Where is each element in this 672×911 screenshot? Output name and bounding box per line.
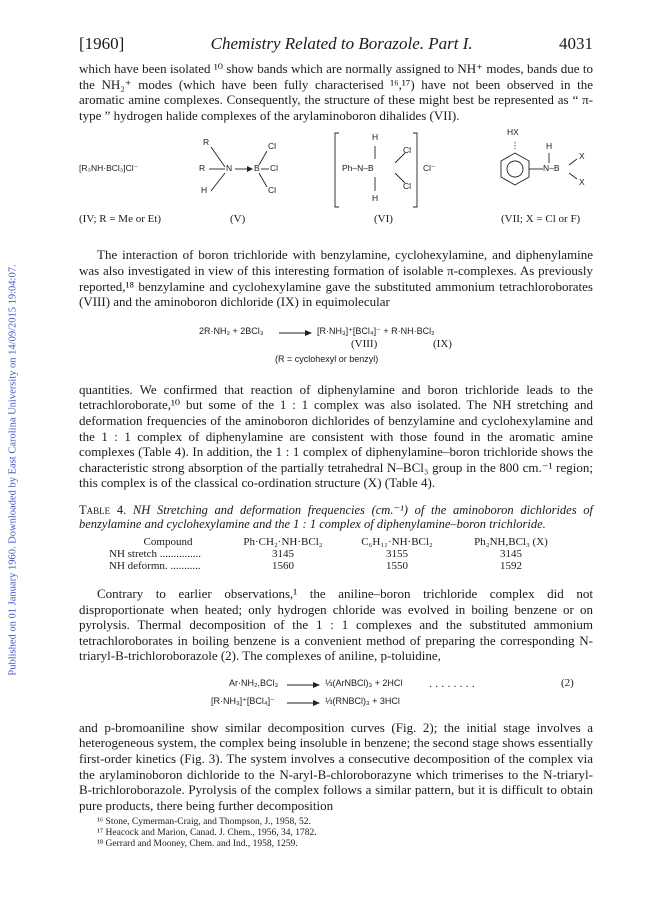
paragraph-2: The interaction of boron trichloride with benzylamine, cyclohexylamine, and diphenylamine was also investigated in view of this interesting formation of isolable π-complexes. As previously reported,¹⁸ benzylamine and cyclohexylamine gave the substituted ammonium tetrachloroborates (VIII) and the aminoboron dichloride (IX) in equimolecular	[79, 247, 593, 310]
equation-1	[79, 316, 593, 372]
table-header-row	[109, 536, 567, 548]
download-watermark	[6, 0, 20, 911]
atom-cl1: Cl	[268, 141, 277, 152]
atom-r2: R	[199, 163, 206, 174]
eq2-line1-lhs: Ar·NH₂,BCl₃	[229, 677, 279, 688]
eq1-lhs: 2R·NH₂ + 2BCl₃	[199, 325, 264, 336]
eq2-line2-rhs: ⅓(RNBCl)₃ + 3HCl	[325, 695, 400, 706]
table-caption-prefix: Table 4.	[79, 502, 127, 517]
arrow-icon	[287, 699, 321, 707]
structure-row	[79, 127, 593, 245]
structure-iv-formula: [R₃NH·BCl₃]Cl⁻	[79, 163, 139, 174]
equation-2	[79, 670, 593, 714]
atom-h: H	[546, 141, 553, 152]
footnote: ¹⁷ Heacock and Marion, Canad. J. Chem., 1956, 34, 1782.	[97, 828, 317, 839]
arrow-icon	[287, 681, 321, 689]
atom-h-bottom: H	[372, 193, 379, 204]
eq1-label-viii: (VIII)	[351, 337, 378, 350]
eq2-line1-rhs: ⅓(ArNBCl)₃ + 2HCl	[325, 677, 403, 688]
atom-cl3: Cl	[268, 185, 277, 196]
footnote: ¹⁶ Stone, Cymerman-Craig, and Thompson, J., 1958, 52.	[97, 817, 311, 828]
watermark-text: Published on 01 January 1960. Downloaded by East Carolina University on 14/09/2015 19:04:07.	[7, 264, 19, 676]
atom-hx: HX	[507, 127, 519, 138]
atom-n: N	[226, 163, 233, 174]
atom-n-b: N–B	[543, 163, 560, 174]
table-cell: NH stretch ...............	[109, 547, 201, 560]
chloride-anion: Cl⁻	[423, 163, 436, 174]
footnotes	[79, 817, 593, 850]
atom-cl-lower: Cl	[403, 181, 412, 192]
table-row	[109, 548, 567, 560]
table-caption-text: NH Stretching and deformation frequencies (cm.⁻¹) of the aminoboron dichlorides of benzylamine and cyclohexylamine and the 1 : 1 complex of diphenylamine–boron trichloride.	[79, 502, 594, 532]
header-page-number: 4031	[558, 34, 593, 53]
table-cell: 3155	[386, 547, 408, 560]
table-cell: 3145	[272, 547, 294, 560]
paragraph-5: and p-bromoaniline show similar decomposition curves (Fig. 2); the initial stage involves a heterogeneous system, the complex being insoluble in benzene; the second stage shows essentially first-order kinetics (Fig. 3). The system involves a consecutive decomposition of the complex via the arylaminoboron dichloride to the N-aryl-B-chloroborazyne which trimerises to the N-triaryl-B-trichloroborazole. Pyrolysis of the complex follows a similar pattern, but it is difficult to obtain pure products, there being further decomposition	[79, 719, 593, 813]
eq1-label-ix: (IX)	[433, 337, 452, 350]
paragraph-4: Contrary to earlier observations,¹ the aniline–boron trichloride complex did not disproportionate when heated; only hydrogen chloride was evolved in boiling benzene or on pyrolysis. Thermal decomposition of the 1 : 1 complexes and the substituted ammonium tetrachloroborates in boiling benzene is a convenient method of preparing the corresponding N-triaryl-B-trichloroborazole (2). The complexes of aniline, p-toluidine,	[79, 585, 593, 664]
atom-x1: X	[579, 151, 585, 162]
eq1-rhs: [R·NH₃]⁺[BCl₄]⁻ + R·NH·BCl₂	[317, 325, 435, 336]
structure-iv-label: (IV; R = Me or Et)	[79, 213, 162, 226]
atom-x2: X	[579, 177, 585, 188]
structure-vii-label: (VII; X = Cl or F)	[501, 213, 581, 226]
atom-cl2: Cl	[270, 163, 279, 174]
paragraph-3: quantities. We confirmed that reaction of diphenylamine and boron trichloride leads to the tetrachloroborate,¹⁰ but some of the 1 : 1 complex was also isolated. The NH stretching and deformation frequencies of the aminoboron dichlorides of benzylamine and cyclohexylamine and the 1 : 1 complex of diphenylamine are consistent with those found in the aromatic amine complexes (Table 4). In addition, the 1 : 1 complex of diphenylamine–boron trichloride shows the characteristic strong absorption of the partially tetrahedral N–BCl₃ group in the 800 cm.⁻¹ region; this complex is of the classical co-ordination structure (X) (Table 4).	[79, 381, 593, 491]
header-year: [1960]	[79, 34, 125, 53]
atom-h-top: H	[372, 132, 379, 143]
structure-vii-diagram	[493, 137, 593, 209]
frequency-table	[109, 536, 567, 572]
table-header-cell: Ph·CH₂·NH·BCl₂	[243, 535, 323, 548]
atom-cl-upper: Cl	[403, 145, 412, 156]
table-caption	[79, 503, 593, 532]
table-cell: NH deformn. ...........	[109, 559, 201, 572]
journal-page	[79, 34, 593, 850]
atom-ph-n-b: Ph–N–B	[342, 163, 374, 174]
atom-b: B	[254, 163, 260, 174]
paragraph-1: which have been isolated ¹⁰ show bands which are normally assigned to NH⁺ modes, bands due to the NH₂⁺ modes (which have been fully characterised ¹⁶,¹⁷) have not been observed in the aromatic amine complexes. Consequently, the structure of these might best be represented as “ π-type ” hydrogen halide complexes of the arylaminoboron dihalides (VII).	[79, 61, 593, 123]
table-header-cell: C₆H₁₁·NH·BCl₂	[361, 535, 433, 548]
running-header	[79, 34, 593, 54]
footnote: ¹⁸ Gerrard and Mooney, Chem. and Ind., 1958, 1259.	[97, 839, 298, 850]
arrow-icon	[279, 329, 313, 337]
atom-r1: R	[203, 137, 210, 148]
table-cell: 1550	[386, 559, 408, 572]
eq2-line2-lhs: [R·NH₃]⁺[BCl₄]⁻	[211, 695, 275, 706]
table-header-cell: Ph₂NH,BCl₃ (X)	[474, 535, 548, 548]
eq2-dots: . . . . . . . .	[429, 677, 475, 690]
table-header-cell: Compound	[143, 535, 193, 548]
table-cell: 1560	[272, 559, 294, 572]
header-title: Chemistry Related to Borazole. Part I.	[210, 34, 473, 53]
eq2-number: (2)	[561, 676, 574, 689]
structure-v-label: (V)	[230, 213, 246, 226]
table-row	[109, 560, 567, 572]
table-cell: 3145	[500, 547, 522, 560]
structure-vi-label: (VI)	[374, 213, 393, 226]
eq1-note: (R = cyclohexyl or benzyl)	[275, 353, 379, 364]
atom-h: H	[201, 185, 208, 196]
table-cell: 1592	[500, 559, 522, 572]
